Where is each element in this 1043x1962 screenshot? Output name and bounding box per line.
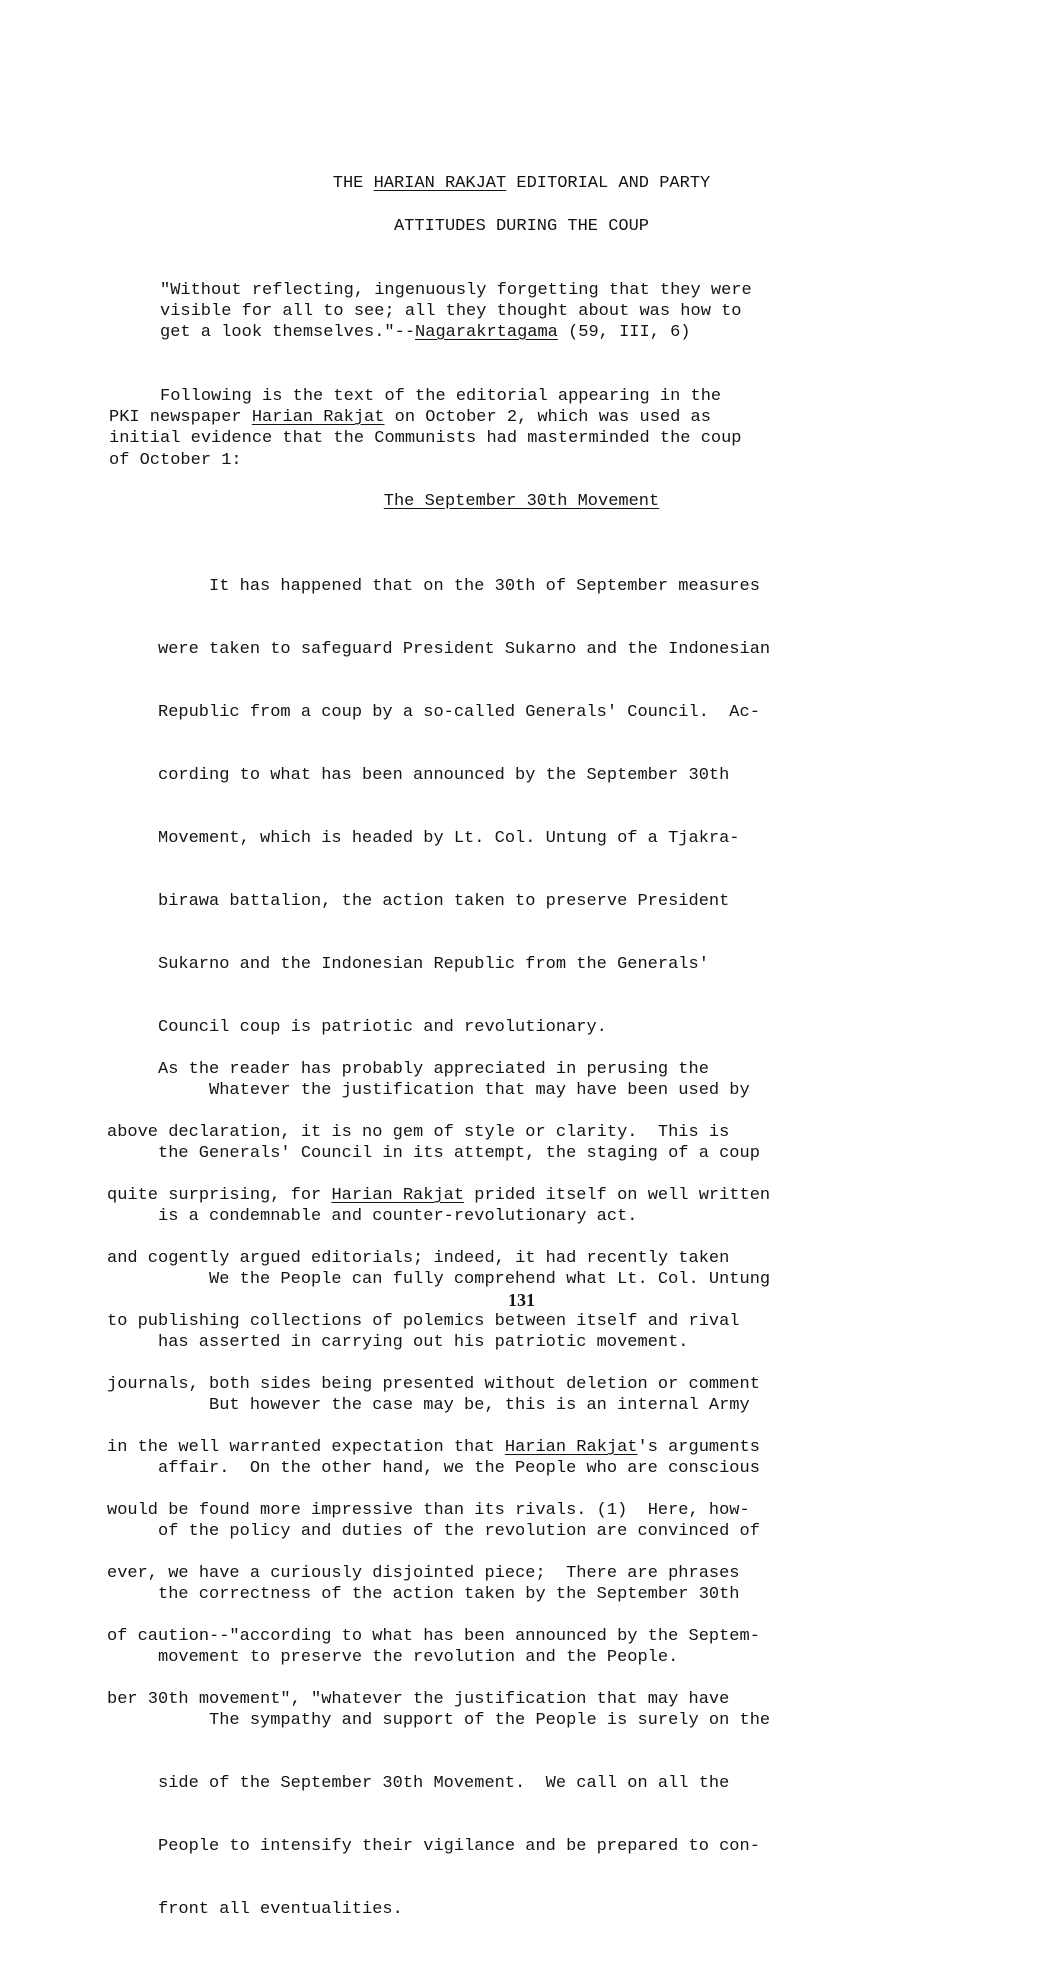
commentary-line: and cogently argued editorials; indeed, it had recently taken — [107, 1249, 730, 1268]
commentary-line: ber 30th movement", "whatever the justification that may have — [107, 1690, 730, 1709]
commentary-line: quite surprising, for Harian Rakjat prided itself on well written — [107, 1186, 771, 1205]
editorial-line: side of the September 30th Movement. We call on all the — [158, 1774, 730, 1793]
editorial-line: It has happened that on the 30th of September measures — [158, 577, 760, 596]
editorial-line: of the policy and duties of the revolution are convinced of — [158, 1522, 760, 1541]
editorial-line: Sukarno and the Indonesian Republic from the Generals' — [158, 955, 709, 974]
newspaper-name: Harian Rakjat — [504, 1438, 638, 1457]
editorial-line: Republic from a coup by a so-called Generals' Council. Ac- — [158, 703, 760, 722]
commentary-line: to publishing collections of polemics between itself and rival — [107, 1312, 740, 1331]
editorial-line: the correctness of the action taken by the September 30th — [158, 1585, 740, 1604]
intro-line-3: initial evidence that the Communists had masterminded the coup — [109, 429, 742, 448]
epigraph-line-3: get a look themselves."--Nagarakrtagama (59, III, 6) — [160, 323, 691, 342]
commentary-line: in the well warranted expectation that Harian Rakjat's arguments — [107, 1438, 760, 1457]
editorial-line: We the People can fully comprehend what Lt. Col. Untung — [158, 1270, 771, 1289]
commentary-line: As the reader has probably appreciated in perusing the — [107, 1060, 709, 1079]
commentary-text — [107, 1017, 770, 1752]
intro-line-2: PKI newspaper Harian Rakjat on October 2, which was used as — [109, 408, 711, 427]
editorial-line: the Generals' Council in its attempt, the staging of a coup — [158, 1144, 760, 1163]
editorial-line: People to intensify their vigilance and be prepared to con- — [158, 1837, 760, 1856]
chapter-title-line-1: THE HARIAN RAKJAT EDITORIAL AND PARTY — [332, 174, 711, 193]
epigraph-line-2: visible for all to see; all they thought about was how to — [160, 302, 742, 321]
newspaper-name: Harian Rakjat — [251, 408, 385, 427]
editorial-line: movement to preserve the revolution and the People. — [158, 1648, 679, 1667]
editorial-line: cording to what has been announced by the September 30th — [158, 766, 730, 785]
editorial-line: But however the case may be, this is an internal Army — [158, 1396, 750, 1415]
editorial-line: birawa battalion, the action taken to preserve President — [158, 892, 730, 911]
commentary-line: above declaration, it is no gem of style or clarity. This is — [107, 1123, 730, 1142]
intro-line-4: of October 1: — [109, 451, 242, 470]
page-number: 131 — [508, 1290, 535, 1310]
commentary-line: ever, we have a curiously disjointed piece; There are phrases — [107, 1564, 740, 1583]
intro-line-1: Following is the text of the editorial appearing in the — [109, 387, 722, 406]
editorial-line: affair. On the other hand, we the People who are conscious — [158, 1459, 760, 1478]
editorial-line: Movement, which is headed by Lt. Col. Untung of a Tjakra- — [158, 829, 740, 848]
commentary-line: journals, both sides being presented without deletion or comment — [107, 1375, 760, 1394]
epigraph-source: Nagarakrtagama — [415, 323, 558, 342]
editorial-line: Whatever the justification that may have been used by — [158, 1081, 750, 1100]
editorial-line: front all eventualities. — [158, 1900, 403, 1919]
chapter-title-line-2: ATTITUDES DURING THE COUP — [393, 217, 650, 236]
editorial-line: Council coup is patriotic and revolutionary. — [158, 1018, 607, 1037]
newspaper-name: Harian Rakjat — [331, 1186, 465, 1205]
editorial-line: were taken to safeguard President Sukarno and the Indonesian — [158, 640, 771, 659]
editorial-line: is a condemnable and counter-revolutionary act. — [158, 1207, 638, 1226]
commentary-line: of caution--"according to what has been announced by the Septem- — [107, 1627, 760, 1646]
epigraph-line-1: "Without reflecting, ingenuously forgetting that they were — [160, 281, 752, 300]
commentary-line: would be found more impressive than its rivals. (1) Here, how- — [107, 1501, 750, 1520]
editorial-line: The sympathy and support of the People is surely on the — [158, 1711, 771, 1730]
editorial-title: The September 30th Movement — [383, 492, 660, 511]
newspaper-name: HARIAN RAKJAT — [373, 174, 507, 193]
editorial-line: has asserted in carrying out his patriotic movement. — [158, 1333, 689, 1352]
